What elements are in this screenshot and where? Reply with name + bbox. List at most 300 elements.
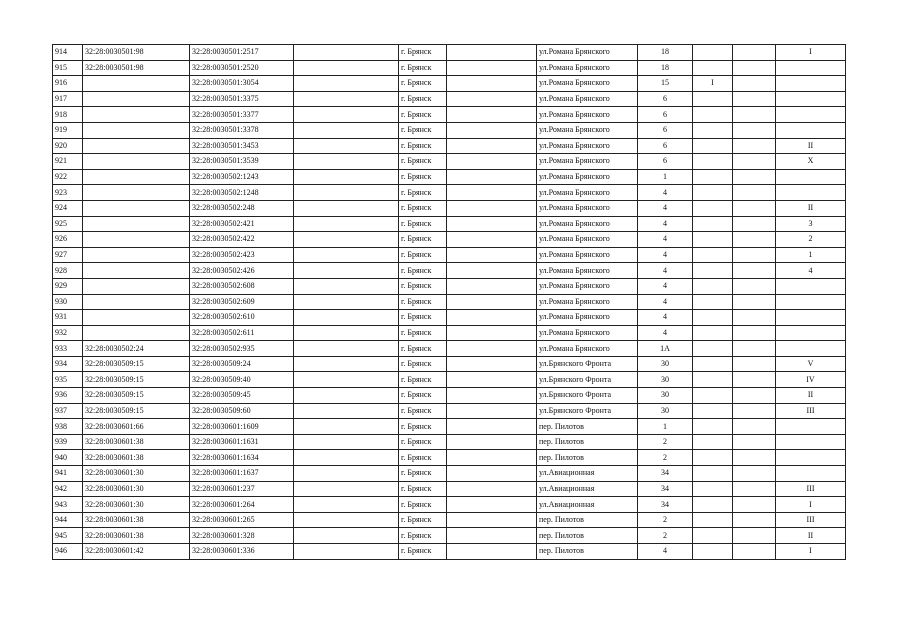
street: пер. Пилотов (537, 419, 638, 435)
city: г. Брянск (399, 169, 447, 185)
street: ул.Романа Брянского (537, 247, 638, 263)
table-row (53, 138, 846, 154)
building-number (693, 60, 733, 76)
table-row (53, 45, 846, 61)
empty-cell (294, 544, 399, 560)
empty-cell (294, 169, 399, 185)
row-number: 921 (53, 154, 83, 170)
city: г. Брянск (399, 372, 447, 388)
empty-cell (447, 310, 537, 326)
row-number: 936 (53, 388, 83, 404)
empty-cell (294, 466, 399, 482)
cadastral-number: 32:28:0030509:40 (190, 372, 294, 388)
premises-number: 3 (776, 216, 846, 232)
empty-cell (733, 497, 776, 513)
premises-number (776, 450, 846, 466)
empty-cell (733, 310, 776, 326)
house-number: 2 (638, 434, 693, 450)
empty-cell (294, 310, 399, 326)
building-number (693, 372, 733, 388)
building-number (693, 169, 733, 185)
empty-cell (447, 122, 537, 138)
empty-cell (294, 91, 399, 107)
parent-cadastral-number: 32:28:0030601:30 (83, 481, 190, 497)
empty-cell (447, 60, 537, 76)
table-row (53, 232, 846, 248)
house-number: 30 (638, 388, 693, 404)
table-row (53, 107, 846, 123)
row-number: 930 (53, 294, 83, 310)
row-number: 938 (53, 419, 83, 435)
city: г. Брянск (399, 185, 447, 201)
building-number (693, 138, 733, 154)
row-number: 931 (53, 310, 83, 326)
table-row (53, 528, 846, 544)
empty-cell (294, 45, 399, 61)
house-number: 6 (638, 138, 693, 154)
row-number: 918 (53, 107, 83, 123)
building-number (693, 481, 733, 497)
premises-number (776, 76, 846, 92)
house-number: 18 (638, 45, 693, 61)
row-number: 924 (53, 200, 83, 216)
street: ул.Романа Брянского (537, 278, 638, 294)
premises-number (776, 107, 846, 123)
row-number: 917 (53, 91, 83, 107)
cadastral-number: 32:28:0030509:60 (190, 403, 294, 419)
empty-cell (294, 497, 399, 513)
building-number (693, 419, 733, 435)
cadastral-number: 32:28:0030501:3377 (190, 107, 294, 123)
table-row (53, 60, 846, 76)
empty-cell (294, 122, 399, 138)
table-body (53, 45, 846, 560)
parent-cadastral-number: 32:28:0030601:38 (83, 528, 190, 544)
parent-cadastral-number (83, 91, 190, 107)
parent-cadastral-number (83, 138, 190, 154)
premises-number: II (776, 528, 846, 544)
street: ул.Романа Брянского (537, 76, 638, 92)
row-number: 943 (53, 497, 83, 513)
empty-cell (294, 200, 399, 216)
row-number: 927 (53, 247, 83, 263)
house-number: 4 (638, 310, 693, 326)
empty-cell (294, 388, 399, 404)
cadastral-number: 32:28:0030601:1634 (190, 450, 294, 466)
street: ул.Романа Брянского (537, 232, 638, 248)
building-number (693, 356, 733, 372)
empty-cell (733, 154, 776, 170)
city: г. Брянск (399, 122, 447, 138)
house-number: 4 (638, 232, 693, 248)
table-row (53, 512, 846, 528)
empty-cell (447, 341, 537, 357)
premises-number: III (776, 512, 846, 528)
empty-cell (447, 263, 537, 279)
premises-number: 2 (776, 232, 846, 248)
cadastral-number: 32:28:0030502:421 (190, 216, 294, 232)
city: г. Брянск (399, 466, 447, 482)
city: г. Брянск (399, 263, 447, 279)
premises-number: 1 (776, 247, 846, 263)
street: ул.Романа Брянского (537, 263, 638, 279)
empty-cell (447, 185, 537, 201)
cadastral-number: 32:28:0030501:3539 (190, 154, 294, 170)
building-number (693, 528, 733, 544)
house-number: 4 (638, 325, 693, 341)
empty-cell (447, 138, 537, 154)
table-row (53, 450, 846, 466)
building-number (693, 544, 733, 560)
empty-cell (733, 216, 776, 232)
row-number: 928 (53, 263, 83, 279)
empty-cell (294, 450, 399, 466)
house-number: 4 (638, 263, 693, 279)
street: ул.Романа Брянского (537, 91, 638, 107)
building-number (693, 403, 733, 419)
table-row (53, 481, 846, 497)
empty-cell (294, 232, 399, 248)
empty-cell (294, 294, 399, 310)
house-number: 4 (638, 247, 693, 263)
house-number: 34 (638, 466, 693, 482)
empty-cell (733, 544, 776, 560)
empty-cell (447, 325, 537, 341)
empty-cell (733, 294, 776, 310)
parent-cadastral-number: 32:28:0030501:98 (83, 60, 190, 76)
parent-cadastral-number: 32:28:0030601:66 (83, 419, 190, 435)
street: ул.Романа Брянского (537, 45, 638, 61)
cadastral-number: 32:28:0030502:1248 (190, 185, 294, 201)
premises-number: II (776, 138, 846, 154)
street: ул.Романа Брянского (537, 169, 638, 185)
house-number: 6 (638, 107, 693, 123)
empty-cell (447, 76, 537, 92)
city: г. Брянск (399, 388, 447, 404)
table-row (53, 419, 846, 435)
street: пер. Пилотов (537, 512, 638, 528)
table-row (53, 76, 846, 92)
house-number: 4 (638, 544, 693, 560)
premises-number: I (776, 544, 846, 560)
city: г. Брянск (399, 154, 447, 170)
registry-table (52, 44, 846, 560)
premises-number: IV (776, 372, 846, 388)
empty-cell (733, 200, 776, 216)
cadastral-number: 32:28:0030501:2520 (190, 60, 294, 76)
building-number (693, 450, 733, 466)
city: г. Брянск (399, 138, 447, 154)
empty-cell (447, 169, 537, 185)
street: ул.Романа Брянского (537, 138, 638, 154)
table-row (53, 278, 846, 294)
building-number (693, 341, 733, 357)
premises-number: III (776, 403, 846, 419)
parent-cadastral-number (83, 169, 190, 185)
house-number: 15 (638, 76, 693, 92)
empty-cell (294, 216, 399, 232)
street: ул.Романа Брянского (537, 216, 638, 232)
house-number: 1 (638, 419, 693, 435)
house-number: 30 (638, 372, 693, 388)
premises-number (776, 434, 846, 450)
premises-number: 4 (776, 263, 846, 279)
cadastral-number: 32:28:0030601:264 (190, 497, 294, 513)
empty-cell (733, 91, 776, 107)
city: г. Брянск (399, 419, 447, 435)
house-number: 4 (638, 185, 693, 201)
empty-cell (447, 512, 537, 528)
table-row (53, 185, 846, 201)
street: ул.Авиационная (537, 481, 638, 497)
empty-cell (294, 60, 399, 76)
building-number (693, 107, 733, 123)
house-number: 6 (638, 91, 693, 107)
table-row (53, 154, 846, 170)
parent-cadastral-number: 32:28:0030601:30 (83, 497, 190, 513)
empty-cell (294, 512, 399, 528)
premises-number (776, 310, 846, 326)
empty-cell (733, 466, 776, 482)
empty-cell (733, 76, 776, 92)
house-number: 2 (638, 528, 693, 544)
street: пер. Пилотов (537, 528, 638, 544)
empty-cell (733, 138, 776, 154)
empty-cell (447, 466, 537, 482)
cadastral-number: 32:28:0030502:611 (190, 325, 294, 341)
empty-cell (447, 356, 537, 372)
empty-cell (733, 372, 776, 388)
cadastral-number: 32:28:0030502:609 (190, 294, 294, 310)
table-row (53, 294, 846, 310)
empty-cell (294, 138, 399, 154)
parent-cadastral-number: 32:28:0030509:15 (83, 403, 190, 419)
building-number (693, 91, 733, 107)
building-number (693, 310, 733, 326)
empty-cell (294, 434, 399, 450)
premises-number: I (776, 497, 846, 513)
table-row (53, 356, 846, 372)
empty-cell (447, 372, 537, 388)
city: г. Брянск (399, 512, 447, 528)
cadastral-number: 32:28:0030502:248 (190, 200, 294, 216)
street: ул.Романа Брянского (537, 185, 638, 201)
city: г. Брянск (399, 356, 447, 372)
empty-cell (294, 528, 399, 544)
empty-cell (294, 325, 399, 341)
city: г. Брянск (399, 481, 447, 497)
parent-cadastral-number (83, 247, 190, 263)
row-number: 939 (53, 434, 83, 450)
building-number (693, 466, 733, 482)
parent-cadastral-number (83, 216, 190, 232)
building-number (693, 263, 733, 279)
empty-cell (447, 45, 537, 61)
empty-cell (447, 544, 537, 560)
empty-cell (447, 232, 537, 248)
building-number (693, 122, 733, 138)
premises-number (776, 169, 846, 185)
empty-cell (294, 76, 399, 92)
parent-cadastral-number: 32:28:0030502:24 (83, 341, 190, 357)
cadastral-number: 32:28:0030501:3378 (190, 122, 294, 138)
parent-cadastral-number: 32:28:0030601:30 (83, 466, 190, 482)
empty-cell (733, 169, 776, 185)
table-row (53, 388, 846, 404)
cadastral-number: 32:28:0030509:45 (190, 388, 294, 404)
cadastral-number: 32:28:0030501:2517 (190, 45, 294, 61)
street: ул.Романа Брянского (537, 200, 638, 216)
premises-number: II (776, 200, 846, 216)
cadastral-number: 32:28:0030601:336 (190, 544, 294, 560)
building-number (693, 232, 733, 248)
city: г. Брянск (399, 232, 447, 248)
empty-cell (733, 341, 776, 357)
parent-cadastral-number (83, 310, 190, 326)
empty-cell (294, 372, 399, 388)
house-number: 34 (638, 497, 693, 513)
street: ул.Романа Брянского (537, 310, 638, 326)
empty-cell (733, 403, 776, 419)
empty-cell (733, 512, 776, 528)
table-row (53, 91, 846, 107)
empty-cell (294, 278, 399, 294)
empty-cell (733, 528, 776, 544)
row-number: 915 (53, 60, 83, 76)
row-number: 945 (53, 528, 83, 544)
empty-cell (294, 341, 399, 357)
building-number: I (693, 76, 733, 92)
table-row (53, 200, 846, 216)
city: г. Брянск (399, 76, 447, 92)
cadastral-number: 32:28:0030501:3054 (190, 76, 294, 92)
empty-cell (447, 278, 537, 294)
street: ул.Романа Брянского (537, 122, 638, 138)
street: ул.Романа Брянского (537, 325, 638, 341)
table-row (53, 544, 846, 560)
cadastral-number: 32:28:0030501:3453 (190, 138, 294, 154)
empty-cell (733, 481, 776, 497)
empty-cell (733, 122, 776, 138)
house-number: 2 (638, 450, 693, 466)
building-number (693, 325, 733, 341)
building-number (693, 45, 733, 61)
row-number: 932 (53, 325, 83, 341)
premises-number: II (776, 388, 846, 404)
cadastral-number: 32:28:0030601:237 (190, 481, 294, 497)
parent-cadastral-number: 32:28:0030601:42 (83, 544, 190, 560)
row-number: 944 (53, 512, 83, 528)
city: г. Брянск (399, 294, 447, 310)
table-row (53, 169, 846, 185)
empty-cell (733, 232, 776, 248)
street: пер. Пилотов (537, 434, 638, 450)
empty-cell (733, 107, 776, 123)
row-number: 925 (53, 216, 83, 232)
parent-cadastral-number (83, 325, 190, 341)
empty-cell (294, 419, 399, 435)
street: ул.Брянского Фронта (537, 356, 638, 372)
parent-cadastral-number (83, 263, 190, 279)
row-number: 941 (53, 466, 83, 482)
table-row (53, 216, 846, 232)
parent-cadastral-number (83, 122, 190, 138)
premises-number (776, 91, 846, 107)
empty-cell (447, 528, 537, 544)
empty-cell (294, 481, 399, 497)
premises-number (776, 122, 846, 138)
premises-number (776, 341, 846, 357)
street: ул.Романа Брянского (537, 294, 638, 310)
city: г. Брянск (399, 45, 447, 61)
empty-cell (294, 185, 399, 201)
parent-cadastral-number: 32:28:0030501:98 (83, 45, 190, 61)
table-row (53, 466, 846, 482)
street: ул.Романа Брянского (537, 107, 638, 123)
cadastral-number: 32:28:0030502:423 (190, 247, 294, 263)
parent-cadastral-number: 32:28:0030601:38 (83, 434, 190, 450)
premises-number (776, 60, 846, 76)
city: г. Брянск (399, 450, 447, 466)
empty-cell (447, 247, 537, 263)
empty-cell (447, 497, 537, 513)
row-number: 919 (53, 122, 83, 138)
city: г. Брянск (399, 310, 447, 326)
empty-cell (733, 419, 776, 435)
building-number (693, 185, 733, 201)
parent-cadastral-number: 32:28:0030509:15 (83, 372, 190, 388)
house-number: 6 (638, 122, 693, 138)
empty-cell (447, 294, 537, 310)
house-number: 4 (638, 200, 693, 216)
city: г. Брянск (399, 528, 447, 544)
row-number: 914 (53, 45, 83, 61)
house-number: 6 (638, 154, 693, 170)
empty-cell (733, 263, 776, 279)
city: г. Брянск (399, 434, 447, 450)
house-number: 2 (638, 512, 693, 528)
empty-cell (447, 388, 537, 404)
table-row (53, 403, 846, 419)
cadastral-number: 32:28:0030502:610 (190, 310, 294, 326)
street: пер. Пилотов (537, 544, 638, 560)
empty-cell (294, 154, 399, 170)
building-number (693, 278, 733, 294)
house-number: 4 (638, 294, 693, 310)
street: ул.Романа Брянского (537, 60, 638, 76)
empty-cell (733, 356, 776, 372)
table-row (53, 325, 846, 341)
street: ул.Брянского Фронта (537, 403, 638, 419)
building-number (693, 497, 733, 513)
empty-cell (294, 356, 399, 372)
row-number: 926 (53, 232, 83, 248)
empty-cell (733, 434, 776, 450)
building-number (693, 434, 733, 450)
table-row (53, 263, 846, 279)
row-number: 934 (53, 356, 83, 372)
row-number: 933 (53, 341, 83, 357)
row-number: 935 (53, 372, 83, 388)
row-number: 946 (53, 544, 83, 560)
table-row (53, 434, 846, 450)
cadastral-number: 32:28:0030601:265 (190, 512, 294, 528)
row-number: 929 (53, 278, 83, 294)
empty-cell (294, 107, 399, 123)
city: г. Брянск (399, 497, 447, 513)
empty-cell (447, 154, 537, 170)
premises-number: X (776, 154, 846, 170)
